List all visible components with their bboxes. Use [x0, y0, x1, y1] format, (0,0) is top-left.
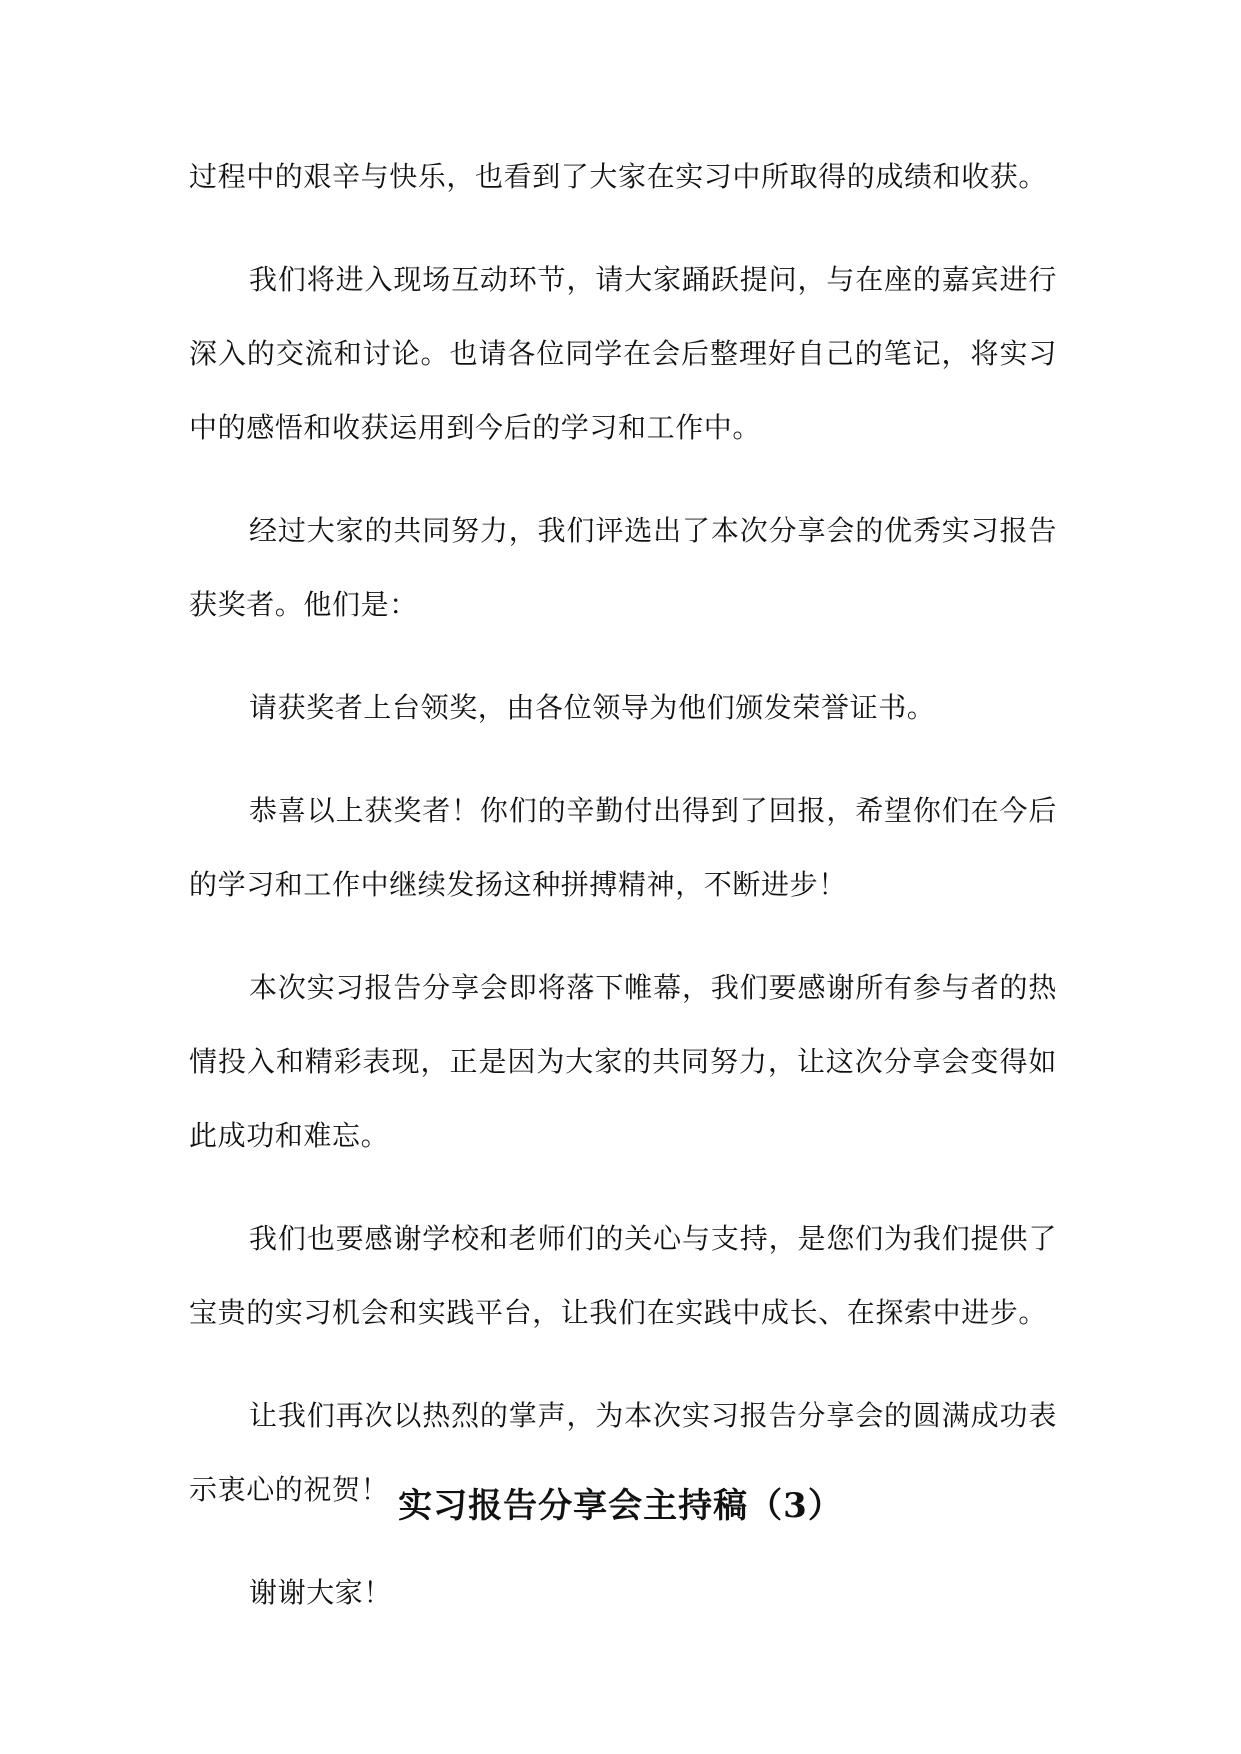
paragraph: 谢谢大家！ [249, 1576, 393, 1609]
paragraph: 过程中的艰辛与快乐，也看到了大家在实习中所取得的成绩和收获。 [189, 160, 1048, 193]
paragraph: 让我们再次以热烈的掌声，为本次实习报告分享会的圆满成功表示衷心的祝贺！ [189, 1399, 1057, 1506]
paragraph: 本次实习报告分享会即将落下帷幕，我们要感谢所有参与者的热情投入和精彩表现，正是因为大家的共同努力，让这次分享会变得如此成功和难忘。 [189, 971, 1057, 1152]
paragraph: 请获奖者上台领奖，由各位领导为他们颁发荣誉证书。 [249, 691, 936, 724]
paragraph: 恭喜以上获奖者！你们的辛勤付出得到了回报，希望你们在今后的学习和工作中继续发扬这种拼搏精神，不断进步！ [189, 794, 1057, 901]
paragraph: 我们将进入现场互动环节，请大家踊跃提问，与在座的嘉宾进行深入的交流和讨论。也请各位同学在会后整理好自己的笔记，将实习中的感悟和收获运用到今后的学习和工作中。 [189, 263, 1057, 444]
paragraph: 经过大家的共同努力，我们评选出了本次分享会的优秀实习报告获奖者。他们是： [189, 514, 1057, 621]
document-body [189, 140, 1057, 1659]
section-heading: 实习报告分享会主持稿（3） [398, 1486, 843, 1526]
paragraph: 我们也要感谢学校和老师们的关心与支持，是您们为我们提供了宝贵的实习机会和实践平台，让我们在实践中成长、在探索中进步。 [189, 1222, 1057, 1329]
